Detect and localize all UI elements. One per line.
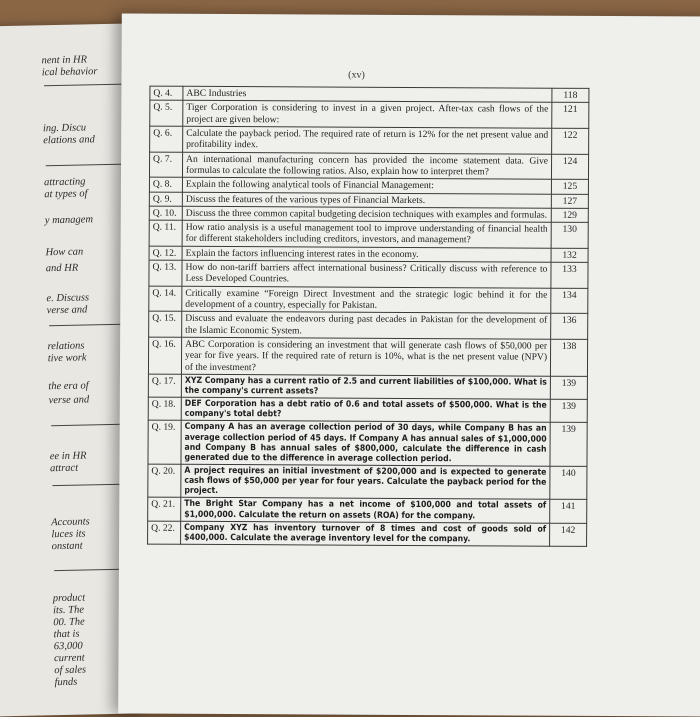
question-number: Q. 4. — [150, 86, 183, 100]
question-text: Discuss the three common capital budgeting decision techniques with examples and formulas. — [182, 206, 551, 222]
question-number: Q. 5. — [150, 100, 183, 126]
left-page-fragment: verse and — [46, 304, 88, 317]
question-text: Company XYZ has inventory turnover of 8 times and cost of goods sold of $400,000. Calculate the average inventory level for the company. — [181, 521, 550, 546]
question-page: 130 — [551, 222, 588, 248]
question-number: Q. 15. — [149, 311, 182, 337]
question-page: 127 — [551, 194, 588, 209]
left-page-fragment: elations and — [43, 134, 95, 147]
question-page: 132 — [551, 248, 588, 263]
question-row — [148, 464, 587, 500]
left-page-fragment: 00. The — [53, 616, 85, 629]
question-number: Q. 20. — [148, 464, 181, 498]
question-page: 139 — [550, 399, 587, 422]
left-page-rule — [46, 164, 126, 167]
question-text: XYZ Company has a current ratio of 2.5 and current liabilities of $100,000. What is the company's current assets? — [181, 374, 550, 399]
left-page-fragment: ing. Discu — [42, 122, 87, 135]
question-row — [148, 337, 587, 376]
question-page: 133 — [551, 262, 588, 288]
question-number: Q. 6. — [150, 126, 183, 152]
left-page-fragment: Accounts — [51, 516, 90, 529]
question-number: Q. 11. — [149, 220, 182, 246]
left-page-fragment: 63,000 — [53, 640, 83, 653]
left-page-fragment: and HR — [45, 262, 79, 275]
question-row — [149, 311, 588, 339]
question-text: DEF Corporation has a debt ratio of 0.6 and total assets of $500,000. What is the company's total debt? — [181, 397, 550, 422]
left-page-fragment: y managem — [44, 214, 94, 227]
question-text: Discuss the features of the various types of Financial Markets. — [182, 192, 551, 208]
question-page: 139 — [550, 423, 587, 467]
question-text: Explain the following analytical tools of Financial Management: — [182, 177, 551, 193]
questions-table — [147, 86, 589, 547]
question-page: 122 — [552, 128, 589, 154]
question-text: Company A has an average collection period of 30 days, while Company B has an average collection period of 45 days. If Company A has annual sales of $1,000,000 and Company B has annual sales of $800,000, calculate the difference in cash generated due to the difference in average collection period. — [181, 421, 550, 466]
question-page: 141 — [550, 500, 587, 523]
question-row — [148, 421, 587, 467]
page-number: (xv) — [348, 69, 365, 81]
left-page-fragment: attract — [49, 462, 79, 475]
left-page-rule — [44, 84, 124, 87]
question-page: 142 — [550, 523, 587, 546]
left-page-fragment: current — [53, 652, 85, 665]
left-page-fragment: luces its — [51, 528, 86, 541]
left-page-fragment: e. Discuss — [46, 292, 90, 305]
question-number: Q. 19. — [148, 421, 181, 465]
left-page-fragment: of sales — [54, 664, 87, 677]
left-page-fragment: product — [52, 592, 86, 605]
left-page-fragment: ee in HR — [49, 450, 87, 463]
question-page: 138 — [550, 339, 587, 376]
question-number: Q. 7. — [149, 152, 182, 178]
question-number: Q. 18. — [148, 397, 181, 420]
question-number: Q. 9. — [149, 192, 182, 206]
book-page — [118, 13, 700, 716]
question-row — [148, 521, 587, 547]
left-page-fragment: ical behavior — [41, 66, 98, 79]
question-page: 121 — [552, 103, 589, 129]
question-page: 134 — [551, 288, 588, 314]
left-page-fragment: the era of — [48, 380, 89, 393]
left-page-fragment: nent in HR — [41, 54, 88, 67]
question-number: Q. 21. — [148, 498, 181, 521]
question-text: Explain the factors influencing interest rates in the economy. — [182, 246, 551, 262]
left-page-fragment: onstant — [51, 540, 83, 553]
question-text: How ratio analysis is a useful management tool to improve understanding of financial health for different stakeholders including creditors, investors, and management? — [182, 220, 551, 248]
question-page: 118 — [552, 88, 589, 103]
question-page: 139 — [550, 376, 587, 399]
question-number: Q. 13. — [149, 260, 182, 286]
question-number: Q. 17. — [148, 374, 181, 397]
question-text: The Bright Star Company has a net income of $100,000 and total assets of $1,000,000. Calculate the return on assets (ROA) for the company. — [181, 498, 550, 523]
question-text: An international manufacturing concern has provided the income statement data. Give formulas to calculate the following ratios. Also, explain how to interpret them? — [182, 152, 551, 180]
question-row — [149, 152, 588, 180]
question-text: Critically examine “Foreign Direct Investment and the strategic logic behind it for the development of a country, especially for Pakistan. — [182, 286, 551, 314]
question-row — [148, 374, 587, 400]
question-text: Tiger Corporation is considering to invest in a given project. After-tax cash flows of the project are given below: — [183, 101, 552, 129]
question-text: How do non-tariff barriers affect international business? Critically discuss with reference to Less Developed Countries. — [182, 260, 551, 288]
question-number: Q. 10. — [149, 206, 182, 220]
question-number: Q. 22. — [148, 521, 181, 544]
question-text: ABC Industries — [183, 86, 552, 102]
left-page-fragment: tive work — [47, 352, 87, 365]
left-page-fragment: relations — [47, 340, 85, 353]
question-page: 136 — [551, 314, 588, 340]
left-page — [0, 24, 137, 717]
question-text: ABC Corporation is considering an investment that will generate cash flows of $50,000 per year for five years. If the required rate of return is 10%, what is the net present value (NPV) of the investment? — [181, 337, 550, 376]
left-page-rule — [49, 324, 129, 327]
question-row — [149, 286, 588, 314]
question-page: 140 — [550, 466, 587, 500]
question-page: 129 — [551, 208, 588, 223]
left-page-fragment: How can — [45, 246, 84, 259]
question-row — [149, 260, 588, 288]
question-row — [150, 126, 589, 154]
question-page: 124 — [551, 154, 588, 180]
question-row — [148, 397, 587, 423]
left-page-fragment: its. The — [52, 604, 85, 617]
question-number: Q. 8. — [149, 177, 182, 191]
questions-table-body — [148, 86, 589, 546]
question-text: Calculate the payback period. The required rate of return is 12% for the net present value and profitability index. — [183, 126, 552, 154]
question-number: Q. 12. — [149, 246, 182, 260]
question-row — [148, 498, 587, 524]
left-page-fragment: that is — [53, 628, 80, 641]
left-page-fragment: funds — [54, 676, 78, 689]
question-text: A project requires an initial investment of $200,000 and is expected to generate cash flows of $50,000 per year for four years. Calculate the payback period for the project. — [181, 464, 550, 499]
question-number: Q. 16. — [148, 337, 181, 374]
question-row — [149, 220, 588, 248]
question-page: 125 — [551, 179, 588, 194]
question-row — [150, 100, 589, 128]
left-page-fragment: attracting — [43, 176, 86, 189]
left-page-fragment: at types of — [44, 188, 88, 201]
left-page-fragment: verse and — [48, 394, 90, 407]
question-number: Q. 14. — [149, 286, 182, 312]
question-text: Discuss and evaluate the endeavors during past decades in Pakistan for the development of the Islamic Economic System. — [182, 312, 551, 340]
